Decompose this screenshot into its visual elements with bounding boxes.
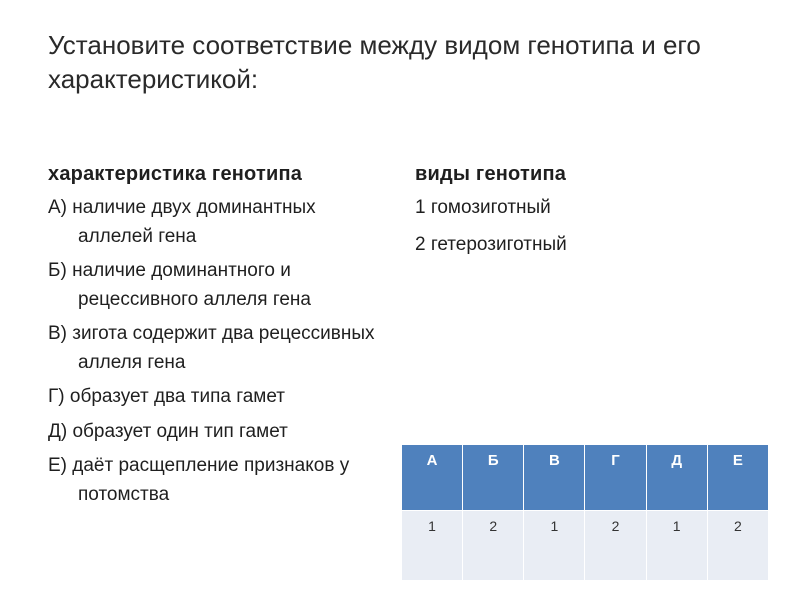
answer-value-cell: 2 bbox=[463, 511, 524, 581]
characteristics-heading: характеристика генотипа bbox=[48, 163, 303, 185]
characteristic-item-g: Г) образует два типа гамет bbox=[48, 386, 286, 407]
characteristic-item-d: Д) образует один тип гамет bbox=[48, 420, 288, 442]
answer-table-row bbox=[402, 511, 769, 581]
answer-header-cell: А bbox=[402, 445, 463, 511]
answer-header-cell: Д bbox=[646, 445, 707, 511]
characteristic-item-a: А) наличие двух доминантных аллелей гена bbox=[48, 197, 316, 247]
answer-value-cell: 2 bbox=[585, 511, 646, 581]
characteristic-item-e: Е) даёт расщепление признаков у потомства bbox=[48, 455, 350, 505]
answer-value-cell: 1 bbox=[402, 511, 463, 581]
answer-table-header-row bbox=[402, 445, 769, 511]
genotypes-column bbox=[415, 160, 775, 268]
answer-value-cell: 1 bbox=[646, 511, 707, 581]
genotype-item-2: 2 гетерозиготный bbox=[415, 234, 567, 255]
answer-header-cell: Г bbox=[585, 445, 646, 511]
answer-header-cell: Е bbox=[707, 445, 768, 511]
answer-table bbox=[401, 444, 769, 581]
characteristic-item-b: Б) наличие доминантного и рецессивного аллеля гена bbox=[48, 260, 311, 310]
genotypes-heading: виды генотипа bbox=[415, 163, 567, 185]
answer-header-cell: Б bbox=[463, 445, 524, 511]
answer-value-cell: 1 bbox=[524, 511, 585, 581]
characteristics-column bbox=[48, 160, 393, 515]
characteristic-item-v: В) зигота содержит два рецессивных аллеля гена bbox=[48, 323, 375, 373]
answer-header-cell: В bbox=[524, 445, 585, 511]
genotype-item-1: 1 гомозиготный bbox=[415, 197, 551, 218]
answer-value-cell: 2 bbox=[707, 511, 768, 581]
page-title: Установите соответствие между видом генотипа и его характеристикой: bbox=[48, 30, 701, 94]
